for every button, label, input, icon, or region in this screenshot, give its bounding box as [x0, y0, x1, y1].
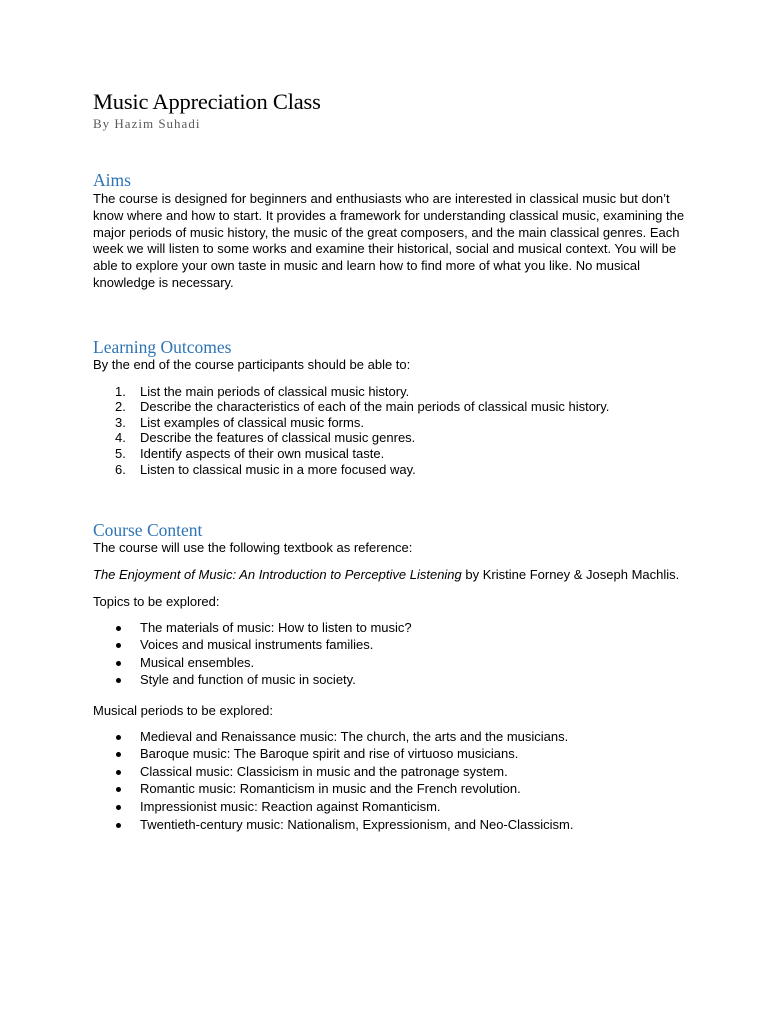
topic-item [93, 671, 693, 689]
topic-text: Style and function of music in society. [140, 672, 356, 688]
period-text: Twentieth-century music: Nationalism, Expressionism, and Neo-Classicism. [140, 816, 574, 832]
document-title: Music Appreciation Class [93, 89, 321, 114]
outcome-number: 4. [115, 430, 126, 446]
outcome-item [93, 384, 693, 400]
bullet-icon [116, 823, 121, 828]
bullet-icon [116, 805, 121, 810]
textbook-title: The Enjoyment of Music: An Introduction to Perceptive Listening [93, 566, 462, 582]
bullet-icon [116, 661, 121, 666]
bullet-icon [116, 678, 121, 683]
topic-text: The materials of music: How to listen to music? [140, 619, 412, 635]
period-text: Romantic music: Romanticism in music and the French revolution. [140, 781, 521, 797]
document-page [93, 88, 693, 833]
bullet-icon [116, 770, 121, 775]
bullet-icon [116, 752, 121, 757]
topic-item [93, 654, 693, 672]
period-text: Baroque music: The Baroque spirit and rise of virtuoso musicians. [140, 746, 519, 762]
topic-item [93, 636, 693, 654]
outcome-item [93, 446, 693, 462]
period-item [93, 763, 693, 781]
textbook-authors: by Kristine Forney & Joseph Machlis. [461, 566, 680, 582]
period-text: Classical music: Classicism in music and the patronage system. [140, 763, 508, 779]
topics-intro: Topics to be explored: [93, 593, 220, 609]
period-item [93, 745, 693, 763]
outcome-text: List examples of classical music forms. [140, 414, 364, 430]
textbook-reference [93, 567, 693, 584]
bullet-icon [116, 735, 121, 740]
textbook-intro: The course will use the following textbook as reference: [93, 540, 413, 556]
period-text: Impressionist music: Reaction against Romanticism. [140, 799, 441, 815]
period-item [93, 780, 693, 798]
outcome-item [93, 415, 693, 431]
outcome-item [93, 430, 693, 446]
periods-intro: Musical periods to be explored: [93, 702, 273, 718]
bullet-icon [116, 626, 121, 631]
topic-text: Voices and musical instruments families. [140, 637, 374, 653]
outcome-number: 3. [115, 414, 126, 430]
learning-outcomes-list [93, 384, 693, 478]
outcome-text: List the main periods of classical music history. [140, 383, 410, 399]
learning-outcomes-intro: By the end of the course participants should be able to: [93, 356, 411, 372]
topic-item [93, 619, 693, 637]
periods-list [93, 728, 693, 834]
period-item [93, 728, 693, 746]
outcome-number: 2. [115, 399, 126, 415]
learning-outcomes-heading: Learning Outcomes [93, 336, 232, 357]
period-item [93, 816, 693, 834]
outcome-number: 6. [115, 461, 126, 477]
outcome-item [93, 399, 693, 415]
period-item [93, 798, 693, 816]
period-text: Medieval and Renaissance music: The church, the arts and the musicians. [140, 728, 569, 744]
outcome-text: Describe the features of classical music genres. [140, 430, 416, 446]
outcome-text: Describe the characteristics of each of the main periods of classical music history. [140, 399, 610, 415]
bullet-icon [116, 643, 121, 648]
topic-text: Musical ensembles. [140, 654, 255, 670]
outcome-text: Listen to classical music in a more focused way. [140, 461, 416, 477]
aims-paragraph: The course is designed for beginners and enthusiasts who are interested in classical music but don’t know where and how to start. It provides a framework for understanding classical music, examining the major periods of music history, the music of the great composers, and the main classical genres. Each week we will listen to some works and examine their historical, social and musical context. You will be able to explore your own taste in music and learn how to find more of what you like. No musical knowledge is necessary. [93, 191, 685, 290]
document-author: By Hazim Suhadi [93, 116, 201, 131]
topics-list [93, 619, 693, 689]
course-content-heading: Course Content [93, 520, 203, 541]
outcome-item [93, 462, 693, 478]
outcome-number: 5. [115, 445, 126, 461]
outcome-text: Identify aspects of their own musical taste. [140, 445, 385, 461]
outcome-number: 1. [115, 383, 126, 399]
bullet-icon [116, 787, 121, 792]
aims-heading: Aims [93, 170, 131, 190]
